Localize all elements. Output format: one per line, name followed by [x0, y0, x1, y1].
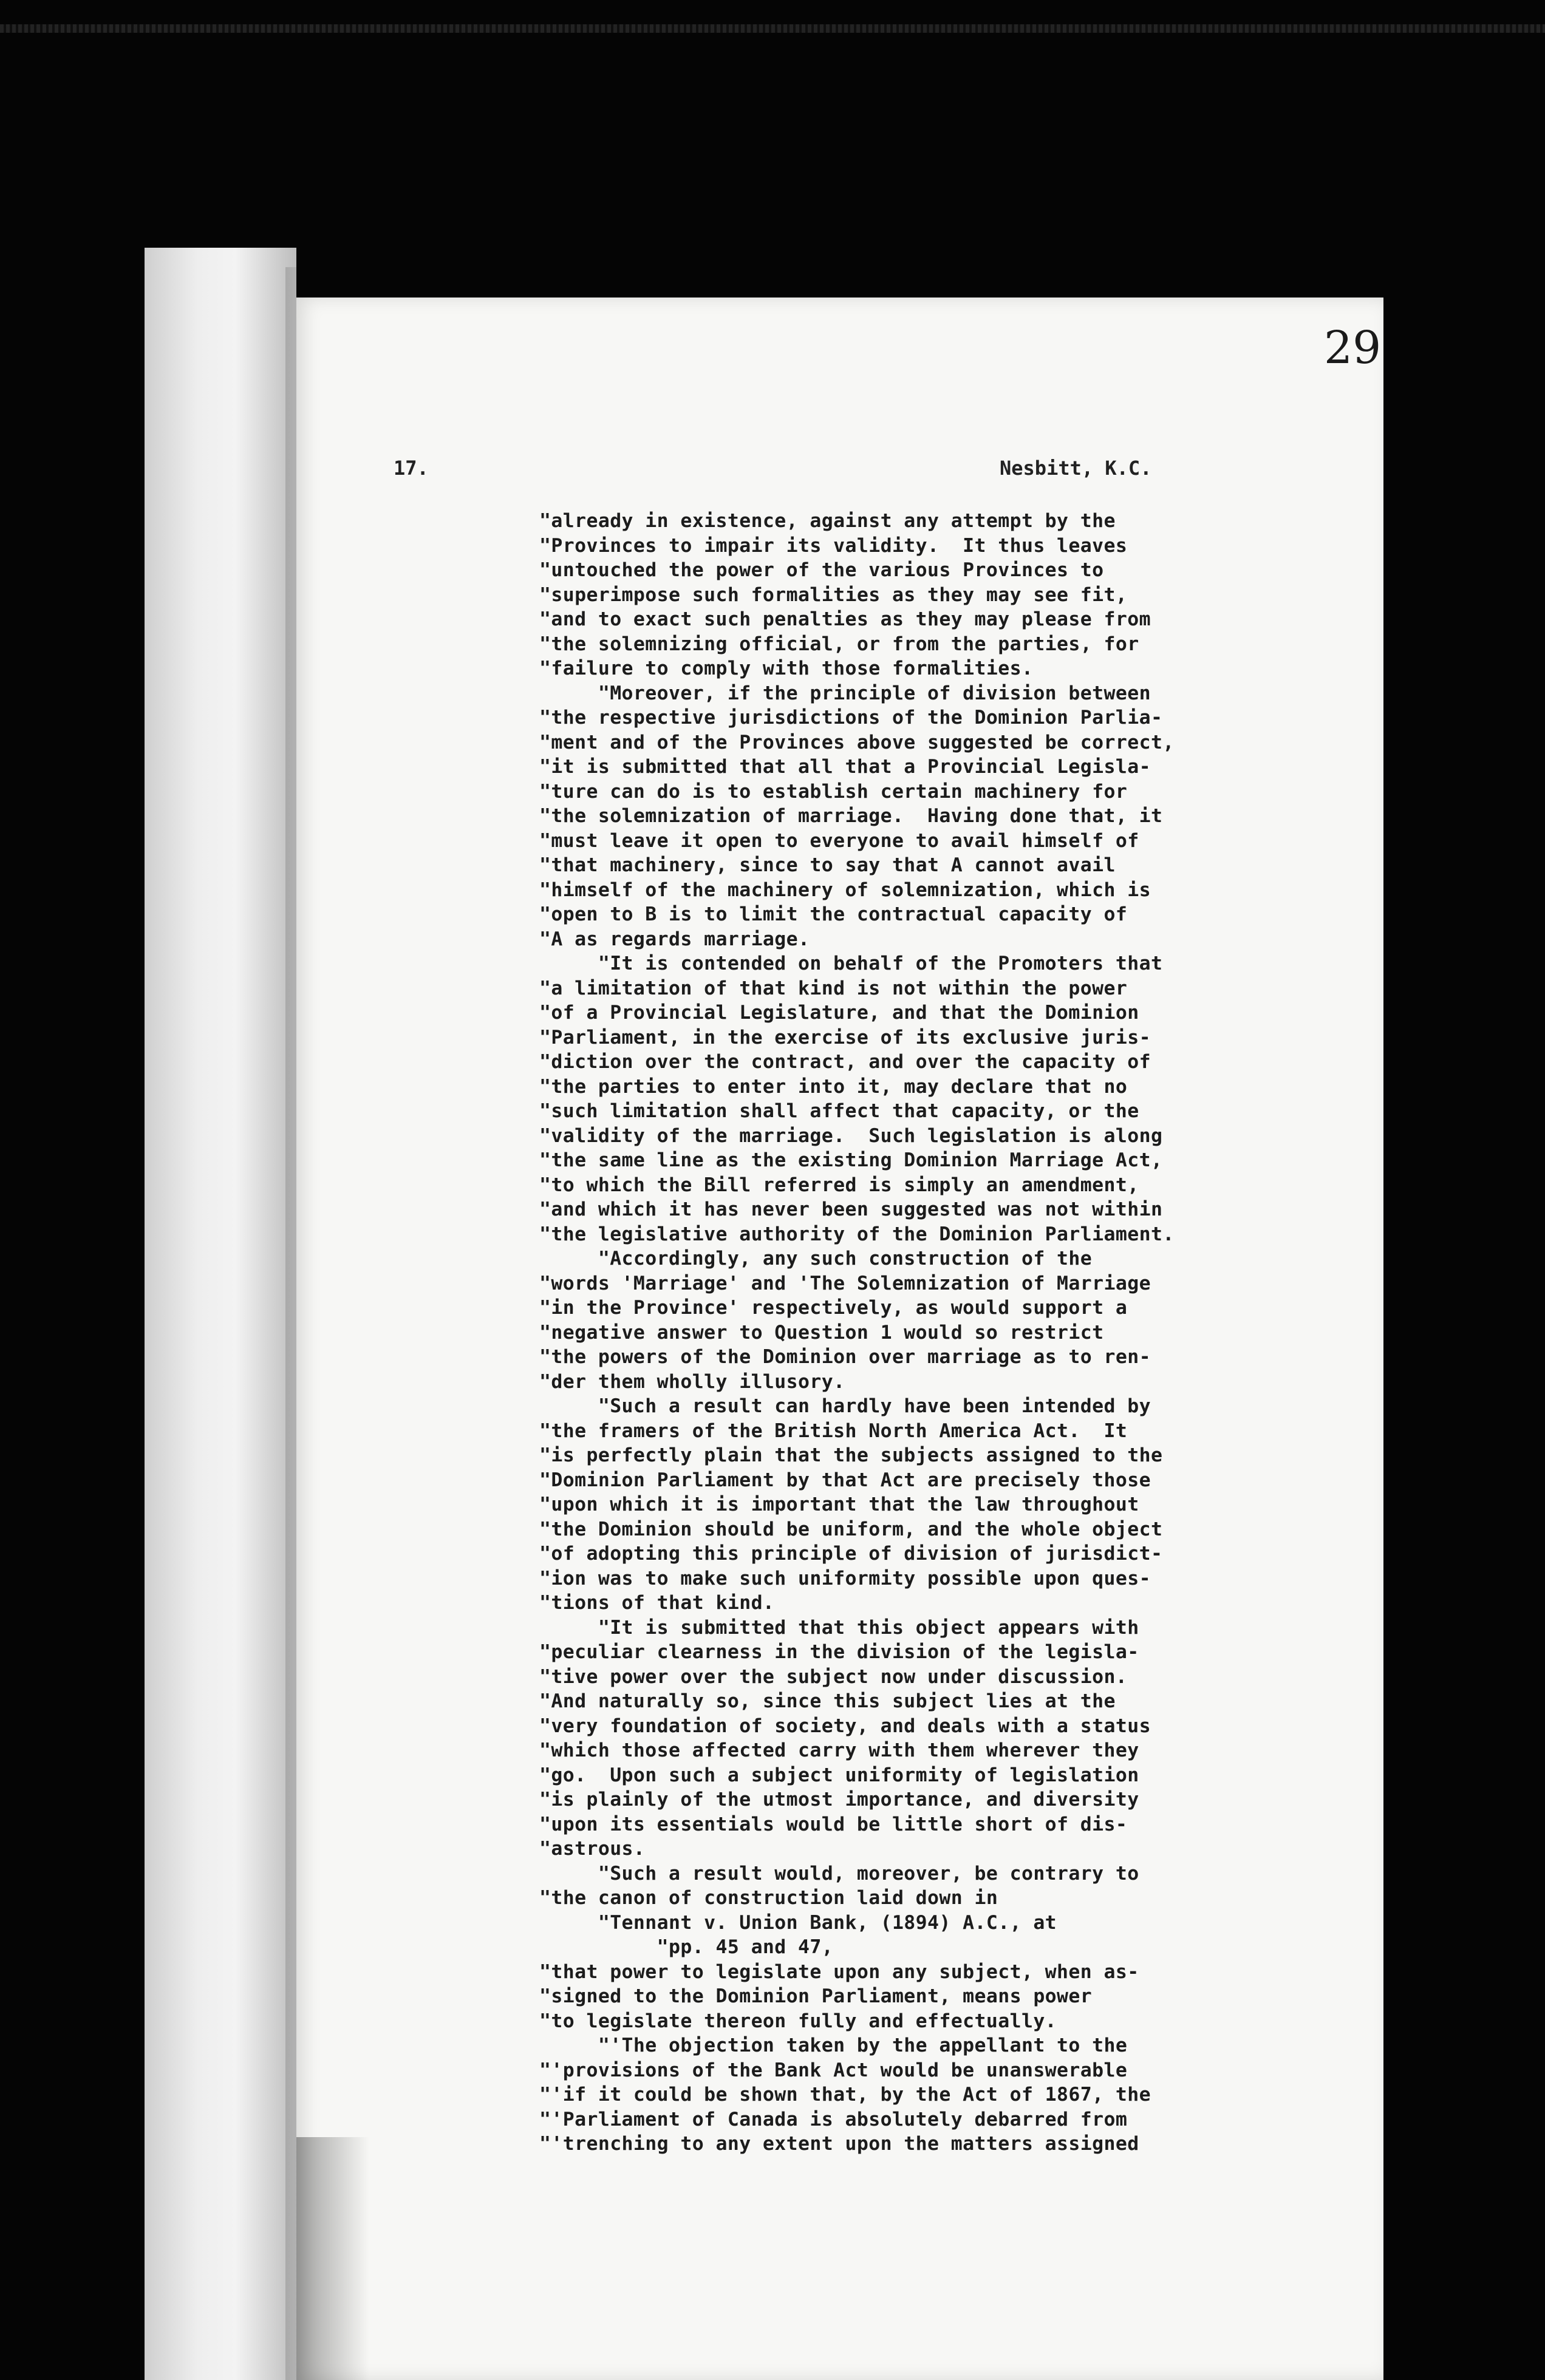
- text-line: "to legislate thereon fully and effectually.: [539, 2010, 1057, 2032]
- text-line: "that machinery, since to say that A cannot avail: [539, 854, 1116, 876]
- text-line: "such limitation shall affect that capacity, or the: [539, 1100, 1139, 1122]
- running-header: Nesbitt, K.C.: [1000, 457, 1152, 480]
- text-line: "der them wholly illusory.: [539, 1370, 845, 1393]
- text-line: "of adopting this principle of division of jurisdict-: [539, 1543, 1163, 1565]
- page-number: 29: [1324, 322, 1382, 374]
- text-line: "signed to the Dominion Parliament, means power: [539, 1985, 1093, 2007]
- text-line: "peculiar clearness in the division of the legisla-: [539, 1641, 1139, 1663]
- text-line: "Such a result can hardly have been intended by: [539, 1395, 1151, 1417]
- text-line: "tive power over the subject now under discussion.: [539, 1665, 1128, 1688]
- text-line: "Provinces to impair its validity. It thus leaves: [539, 534, 1128, 557]
- text-line: "the Dominion should be uniform, and the whole object: [539, 1518, 1163, 1540]
- text-line: "upon which it is important that the law throughout: [539, 1494, 1139, 1515]
- book-spine: [145, 248, 296, 2380]
- text-line: "Accordingly, any such construction of the: [539, 1248, 1093, 1270]
- text-line: "that power to legislate upon any subject, when as-: [539, 1960, 1139, 1983]
- text-line: "in the Province' respectively, as would support a: [539, 1297, 1128, 1319]
- body-text: [539, 509, 1323, 2157]
- text-line: "failure to comply with those formalities.: [539, 658, 1034, 679]
- text-line: "the respective jurisdictions of the Dominion Parlia-: [539, 707, 1163, 729]
- text-line: "diction over the contract, and over the capacity of: [539, 1051, 1151, 1073]
- text-line: "'The objection taken by the appellant to the: [539, 2035, 1128, 2056]
- scan-edge-band: [0, 24, 1545, 33]
- text-line: "pp. 45 and 47,: [539, 1936, 834, 1958]
- text-line: "is perfectly plain that the subjects assigned to the: [539, 1444, 1163, 1466]
- text-line: "And naturally so, since this subject lies at the: [539, 1690, 1116, 1712]
- text-line: "ture can do is to establish certain machinery for: [539, 780, 1128, 803]
- text-line: "which those affected carry with them wherever they: [539, 1739, 1139, 1761]
- text-line: "the solemnizing official, or from the parties, for: [539, 633, 1139, 655]
- text-line: "Moreover, if the principle of division between: [539, 682, 1151, 704]
- text-line: "'provisions of the Bank Act would be unanswerable: [539, 2059, 1128, 2081]
- text-line: "the canon of construction laid down in: [539, 1887, 998, 1909]
- text-line: "untouched the power of the various Provinces to: [539, 559, 1104, 581]
- text-line: "to which the Bill referred is simply an amendment,: [539, 1174, 1139, 1196]
- paragraph-number: 17.: [394, 457, 429, 480]
- text-line: "Parliament, in the exercise of its exclusive juris-: [539, 1026, 1151, 1049]
- text-line: "negative answer to Question 1 would so restrict: [539, 1321, 1104, 1344]
- text-line: "must leave it open to everyone to avail himself of: [539, 829, 1139, 852]
- text-line: "and to exact such penalties as they may please from: [539, 608, 1151, 630]
- gutter-shadow: [296, 2137, 369, 2380]
- text-line: "the same line as the existing Dominion Marriage Act,: [539, 1149, 1163, 1171]
- text-line: "'if it could be shown that, by the Act of 1867, the: [539, 2084, 1151, 2106]
- text-line: "It is submitted that this object appears with: [539, 1616, 1139, 1639]
- text-line: "Dominion Parliament by that Act are precisely those: [539, 1469, 1151, 1491]
- text-line: "the parties to enter into it, may declare that no: [539, 1075, 1128, 1098]
- text-line: "validity of the marriage. Such legislation is along: [539, 1124, 1163, 1147]
- text-line: "of a Provincial Legislature, and that the Dominion: [539, 1002, 1139, 1024]
- text-line: "the solemnization of marriage. Having done that, it: [539, 805, 1163, 827]
- text-line: "ment and of the Provinces above suggested be correct,: [539, 731, 1175, 753]
- text-line: "and which it has never been suggested was not within: [539, 1198, 1163, 1220]
- text-line: "is plainly of the utmost importance, and diversity: [539, 1789, 1139, 1810]
- text-line: "It is contended on behalf of the Promoters that: [539, 953, 1163, 974]
- text-line: "Tennant v. Union Bank, (1894) A.C., at: [539, 1911, 1057, 1934]
- text-line: "the legislative authority of the Dominion Parliament.: [539, 1223, 1175, 1245]
- text-line: "go. Upon such a subject uniformity of legislation: [539, 1764, 1139, 1786]
- text-line: "superimpose such formalities as they may see fit,: [539, 583, 1128, 606]
- text-line: "astrous.: [539, 1838, 646, 1860]
- text-line: "tions of that kind.: [539, 1592, 775, 1614]
- text-line: "upon its essentials would be little short of dis-: [539, 1813, 1128, 1835]
- text-line: "very foundation of society, and deals with a status: [539, 1715, 1151, 1737]
- text-line: "Such a result would, moreover, be contrary to: [539, 1862, 1139, 1885]
- text-line: "ion was to make such uniformity possible upon ques-: [539, 1567, 1151, 1589]
- text-line: "the framers of the British North America Act. It: [539, 1420, 1128, 1442]
- text-line: "already in existence, against any attempt by the: [539, 510, 1116, 532]
- text-line: "open to B is to limit the contractual capacity of: [539, 903, 1128, 925]
- text-line: "a limitation of that kind is not within the power: [539, 977, 1128, 999]
- text-line: "words 'Marriage' and 'The Solemnization of Marriage: [539, 1272, 1151, 1294]
- text-line: "A as regards marriage.: [539, 928, 810, 950]
- text-line: "the powers of the Dominion over marriage as to ren-: [539, 1346, 1151, 1368]
- text-line: "'trenching to any extent upon the matters assigned: [539, 2133, 1139, 2155]
- text-line: "himself of the machinery of solemnization, which is: [539, 879, 1151, 901]
- text-line: "it is submitted that all that a Provincial Legisla-: [539, 756, 1151, 778]
- text-line: "'Parliament of Canada is absolutely debarred from: [539, 2108, 1128, 2130]
